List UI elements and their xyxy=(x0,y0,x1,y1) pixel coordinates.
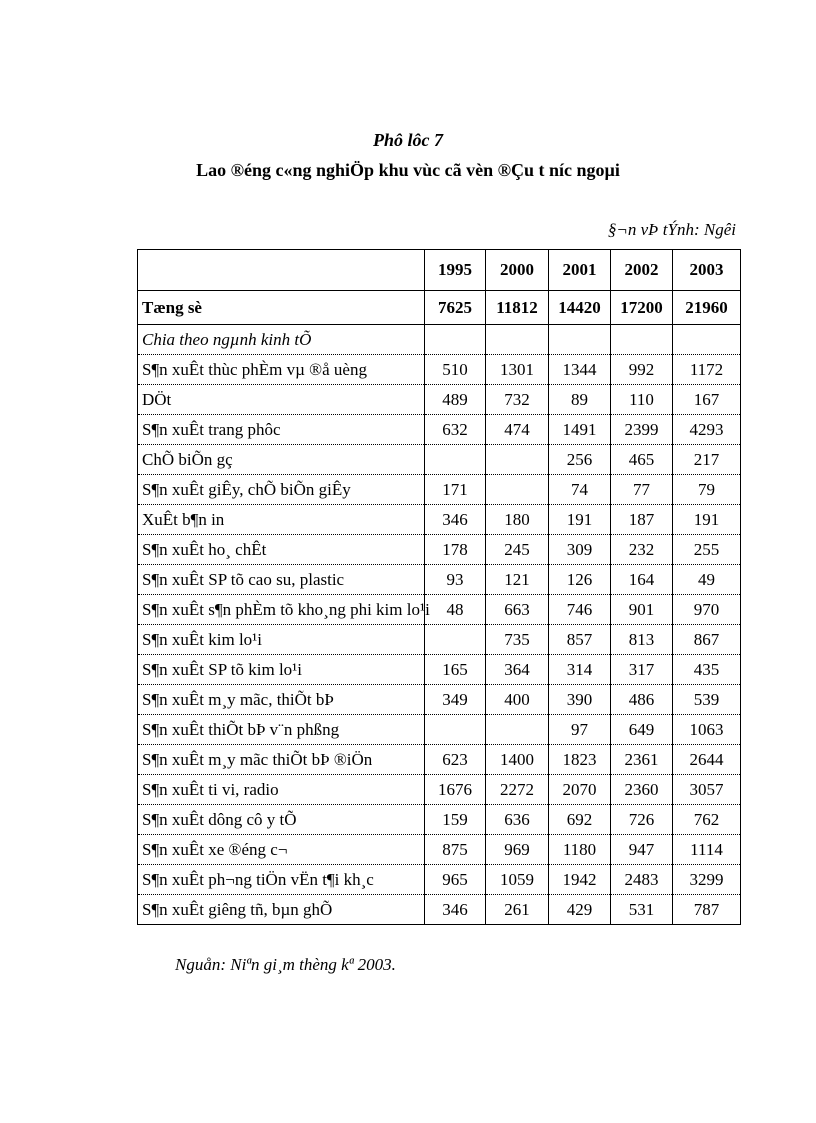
cell-value: 692 xyxy=(549,805,611,835)
source-note: Nguån: Niªn gi¸m thèng kª 2003. xyxy=(175,955,396,974)
cell-value: 364 xyxy=(486,655,549,685)
row-label: S¶n xuÊt kim lo¹i xyxy=(138,625,425,655)
header-cell: 2002 xyxy=(611,250,673,291)
row-label: S¶n xuÊt giÊy, chÕ biÕn giÊy xyxy=(138,475,425,505)
table-row xyxy=(138,535,741,565)
cell-value: 787 xyxy=(673,895,741,925)
cell-value: 746 xyxy=(549,595,611,625)
cell-value: 2483 xyxy=(611,865,673,895)
row-label: S¶n xuÊt giêng tñ, bµn ghÕ xyxy=(138,895,425,925)
row-label: S¶n xuÊt trang phôc xyxy=(138,415,425,445)
cell-value: 857 xyxy=(549,625,611,655)
cell-value: 48 xyxy=(425,595,486,625)
cell-value: 89 xyxy=(549,385,611,415)
cell-value: 965 xyxy=(425,865,486,895)
row-label: S¶n xuÊt ho¸ chÊt xyxy=(138,535,425,565)
cell-value: 539 xyxy=(673,685,741,715)
total-value: 7625 xyxy=(425,291,486,325)
cell-value: 93 xyxy=(425,565,486,595)
cell-value: 735 xyxy=(486,625,549,655)
cell-value: 486 xyxy=(611,685,673,715)
cell-value: 474 xyxy=(486,415,549,445)
table-row xyxy=(138,805,741,835)
cell-value: 232 xyxy=(611,535,673,565)
cell-value xyxy=(486,715,549,745)
cell-value: 632 xyxy=(425,415,486,445)
cell-value: 1823 xyxy=(549,745,611,775)
table-row xyxy=(138,835,741,865)
cell-value xyxy=(425,625,486,655)
table-row xyxy=(138,595,741,625)
cell-value: 245 xyxy=(486,535,549,565)
cell-value: 77 xyxy=(611,475,673,505)
cell-value: 649 xyxy=(611,715,673,745)
row-label: S¶n xuÊt s¶n phÈm tõ kho¸ng phi kim lo¹i xyxy=(138,595,425,625)
table-row xyxy=(138,865,741,895)
row-label: S¶n xuÊt m¸y mãc, thiÕt bÞ xyxy=(138,685,425,715)
data-table xyxy=(137,249,741,925)
cell-value: 1180 xyxy=(549,835,611,865)
cell-value: 164 xyxy=(611,565,673,595)
cell-value: 346 xyxy=(425,895,486,925)
row-label: S¶n xuÊt ti vi, radio xyxy=(138,775,425,805)
cell-value: 346 xyxy=(425,505,486,535)
cell-value: 191 xyxy=(673,505,741,535)
cell-value: 429 xyxy=(549,895,611,925)
table-row xyxy=(138,625,741,655)
table-row xyxy=(138,565,741,595)
cell-value: 255 xyxy=(673,535,741,565)
cell-value: 126 xyxy=(549,565,611,595)
cell-value: 1676 xyxy=(425,775,486,805)
header-cell: 1995 xyxy=(425,250,486,291)
cell-value: 187 xyxy=(611,505,673,535)
cell-value: 261 xyxy=(486,895,549,925)
row-label: S¶n xuÊt dông cô y tÕ xyxy=(138,805,425,835)
total-value: 14420 xyxy=(549,291,611,325)
total-value: 21960 xyxy=(673,291,741,325)
table-row xyxy=(138,895,741,925)
cell-value: 663 xyxy=(486,595,549,625)
row-label: S¶n xuÊt ph¬ng tiÖn vËn t¶i kh¸c xyxy=(138,865,425,895)
cell-value: 867 xyxy=(673,625,741,655)
cell-value: 3299 xyxy=(673,865,741,895)
cell-value: 49 xyxy=(673,565,741,595)
cell-value: 97 xyxy=(549,715,611,745)
row-label: DÖt xyxy=(138,385,425,415)
header-cell xyxy=(138,250,425,291)
table-row xyxy=(138,775,741,805)
cell-value: 167 xyxy=(673,385,741,415)
cell-value: 947 xyxy=(611,835,673,865)
cell-value: 159 xyxy=(425,805,486,835)
cell-value: 1059 xyxy=(486,865,549,895)
cell-value: 2360 xyxy=(611,775,673,805)
cell-value: 732 xyxy=(486,385,549,415)
row-label: XuÊt b¶n in xyxy=(138,505,425,535)
cell-value: 1063 xyxy=(673,715,741,745)
cell-value: 110 xyxy=(611,385,673,415)
cell-value: 531 xyxy=(611,895,673,925)
cell-value: 314 xyxy=(549,655,611,685)
total-label: Tæng sè xyxy=(138,291,425,325)
cell-value: 875 xyxy=(425,835,486,865)
cell-value: 2272 xyxy=(486,775,549,805)
cell-value: 4293 xyxy=(673,415,741,445)
cell-value: 1114 xyxy=(673,835,741,865)
cell-value: 121 xyxy=(486,565,549,595)
subheading-label: Chia theo ngµnh kinh tÕ xyxy=(138,325,425,355)
cell-value: 992 xyxy=(611,355,673,385)
cell-value xyxy=(425,445,486,475)
row-label: ChÕ biÕn gç xyxy=(138,445,425,475)
unit-note: §¬n vÞ tÝnh: Ngêi xyxy=(607,220,736,239)
cell-value: 390 xyxy=(549,685,611,715)
cell-value: 636 xyxy=(486,805,549,835)
cell-value: 2399 xyxy=(611,415,673,445)
total-value: 17200 xyxy=(611,291,673,325)
cell-value: 901 xyxy=(611,595,673,625)
table-row xyxy=(138,475,741,505)
cell-value: 813 xyxy=(611,625,673,655)
cell-value: 970 xyxy=(673,595,741,625)
cell-value: 191 xyxy=(549,505,611,535)
cell-value: 726 xyxy=(611,805,673,835)
header-cell: 2000 xyxy=(486,250,549,291)
cell-value: 178 xyxy=(425,535,486,565)
table-row xyxy=(138,745,741,775)
row-label: S¶n xuÊt thiÕt bÞ v¨n phßng xyxy=(138,715,425,745)
cell-value: 317 xyxy=(611,655,673,685)
cell-value: 489 xyxy=(425,385,486,415)
table-row xyxy=(138,505,741,535)
cell-value: 2361 xyxy=(611,745,673,775)
cell-value: 400 xyxy=(486,685,549,715)
cell-value: 2070 xyxy=(549,775,611,805)
row-label: S¶n xuÊt SP tõ kim lo¹i xyxy=(138,655,425,685)
table-title: Lao ®éng c«ng nghiÖp khu vùc cã vèn ®Çu t níc ngoµi xyxy=(196,160,620,180)
cell-value: 165 xyxy=(425,655,486,685)
cell-value: 623 xyxy=(425,745,486,775)
total-row xyxy=(138,291,741,325)
total-value: 11812 xyxy=(486,291,549,325)
row-label: S¶n xuÊt thùc phÈm vµ ®å uèng xyxy=(138,355,425,385)
table-row xyxy=(138,445,741,475)
row-label: S¶n xuÊt xe ®éng c¬ xyxy=(138,835,425,865)
header-cell: 2001 xyxy=(549,250,611,291)
table-row xyxy=(138,415,741,445)
cell-value: 1344 xyxy=(549,355,611,385)
cell-value: 969 xyxy=(486,835,549,865)
cell-value: 180 xyxy=(486,505,549,535)
table-row xyxy=(138,655,741,685)
cell-value: 349 xyxy=(425,685,486,715)
cell-value: 74 xyxy=(549,475,611,505)
cell-value: 217 xyxy=(673,445,741,475)
cell-value: 465 xyxy=(611,445,673,475)
row-label: S¶n xuÊt SP tõ cao su, plastic xyxy=(138,565,425,595)
cell-value: 762 xyxy=(673,805,741,835)
cell-value xyxy=(486,445,549,475)
cell-value: 1301 xyxy=(486,355,549,385)
table-row xyxy=(138,385,741,415)
cell-value: 510 xyxy=(425,355,486,385)
table-row xyxy=(138,685,741,715)
cell-value xyxy=(425,715,486,745)
cell-value: 1400 xyxy=(486,745,549,775)
cell-value xyxy=(486,475,549,505)
cell-value: 1942 xyxy=(549,865,611,895)
table-row xyxy=(138,715,741,745)
cell-value: 1172 xyxy=(673,355,741,385)
header-cell: 2003 xyxy=(673,250,741,291)
appendix-title: Phô lôc 7 xyxy=(373,130,443,150)
cell-value: 309 xyxy=(549,535,611,565)
table-row xyxy=(138,355,741,385)
cell-value: 171 xyxy=(425,475,486,505)
row-label: S¶n xuÊt m¸y mãc thiÕt bÞ ®iÖn xyxy=(138,745,425,775)
cell-value: 256 xyxy=(549,445,611,475)
subheading-row xyxy=(138,325,741,355)
cell-value: 435 xyxy=(673,655,741,685)
cell-value: 2644 xyxy=(673,745,741,775)
header-row xyxy=(138,250,741,291)
cell-value: 3057 xyxy=(673,775,741,805)
cell-value: 1491 xyxy=(549,415,611,445)
cell-value: 79 xyxy=(673,475,741,505)
